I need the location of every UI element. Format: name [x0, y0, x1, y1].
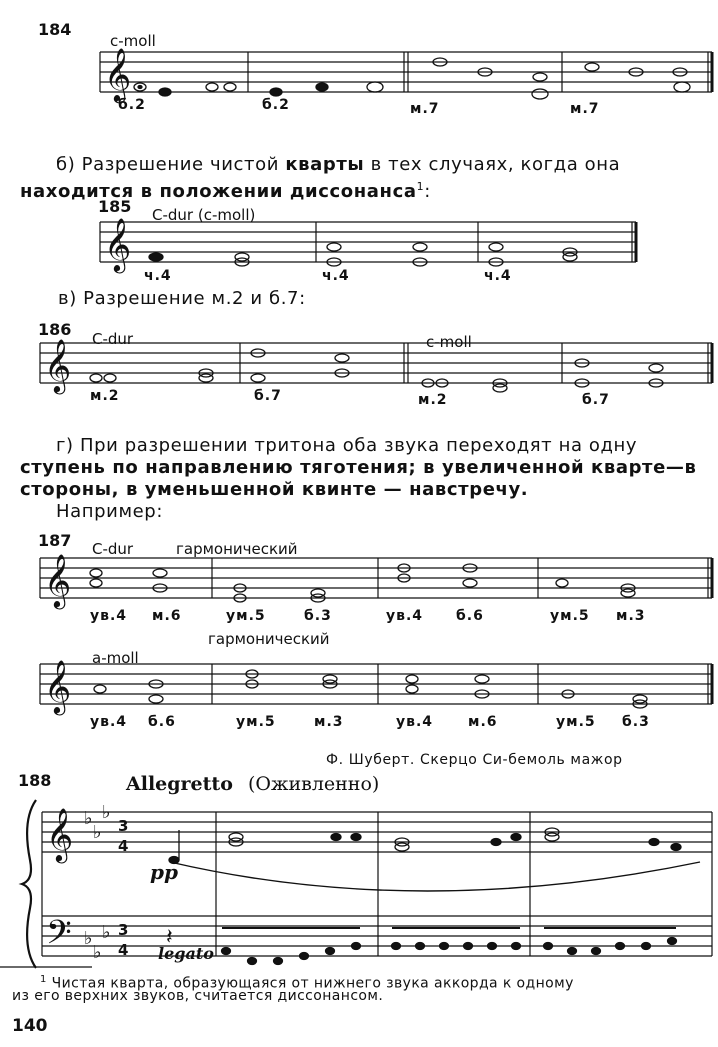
key-label-c-dur: C-dur	[92, 540, 134, 558]
interval-label: б.3	[304, 608, 332, 624]
interval-label: м.6	[152, 608, 182, 624]
key-label-a-moll: a-moll	[92, 649, 139, 667]
example-number-184: 184	[38, 20, 72, 39]
flat-icon: ♭	[102, 922, 111, 943]
section-b-text: б) Разрешение чистой кварты в тех случаях, когда она	[56, 154, 621, 175]
example-number-187: 187	[38, 531, 72, 550]
key-label-c-dur-c-moll: C-dur (c-moll)	[152, 206, 256, 224]
interval-label: ум.5	[236, 714, 276, 730]
staff-187a	[40, 558, 712, 598]
flat-icon: ♭	[93, 822, 102, 843]
time-sig-3-4: 3	[118, 817, 129, 835]
dynamic-marking: pp	[150, 860, 178, 884]
section-b-text-line2: находится в положении диссонанса$^1$:	[20, 180, 431, 202]
treble-clef-icon: 𝄞	[44, 338, 72, 392]
staff-187b	[40, 664, 712, 704]
interval-label: б.7	[254, 388, 282, 404]
interval-label: б.2	[262, 97, 290, 113]
interval-label: ув.4	[90, 608, 128, 624]
section-g-line1: г) При разрешении тритона оба звука переходят на одну	[56, 435, 638, 456]
interval-label: ум.5	[226, 608, 266, 624]
example-number-188: 188	[18, 771, 52, 790]
time-sig-3-4: 3	[118, 921, 129, 939]
interval-label: ум.5	[550, 608, 590, 624]
interval-label: ч.4	[484, 268, 512, 284]
interval-label: м.3	[616, 608, 646, 624]
page-number: 140	[12, 1016, 48, 1036]
treble-clef-icon: 𝄞	[46, 807, 74, 861]
interval-label: ув.4	[396, 714, 434, 730]
treble-clef-icon: 𝄞	[104, 47, 132, 101]
interval-label: ум.5	[556, 714, 596, 730]
section-v-text: в) Разрешение м.2 и б.7:	[58, 288, 306, 309]
interval-label: м.3	[314, 714, 344, 730]
footnote-line1: $^1$ Чистая кварта, образующаяся от нижнего звука аккорда к одному	[40, 974, 574, 992]
svg-text:4: 4	[118, 837, 129, 855]
staff-185	[100, 222, 636, 262]
interval-label: б.7	[582, 392, 610, 408]
interval-label: м.7	[410, 101, 440, 117]
key-label-c-dur: C-dur	[92, 330, 134, 348]
example-number-186: 186	[38, 320, 72, 339]
treble-clef-icon: 𝄞	[44, 659, 72, 713]
staff-186	[40, 343, 712, 383]
tempo-translation: (Оживленно)	[248, 773, 380, 795]
flat-icon: ♭	[84, 928, 93, 949]
interval-label: ч.4	[322, 268, 350, 284]
svg-text:4: 4	[118, 941, 129, 959]
interval-label: ув.4	[90, 714, 128, 730]
example-number-185: 185	[98, 197, 132, 216]
quarter-rest-icon: 𝄽	[166, 925, 173, 950]
barlines-188	[42, 812, 712, 956]
staff-188-treble	[42, 812, 712, 852]
bass-clef-icon: 𝄢	[46, 914, 72, 960]
flat-icon: ♭	[84, 808, 93, 829]
interval-label: м.7	[570, 101, 600, 117]
harmonic-label: гармонический	[176, 540, 298, 558]
interval-label: м.6	[468, 714, 498, 730]
treble-clef-icon: 𝄞	[44, 553, 72, 607]
section-g-line4: Например:	[56, 501, 164, 522]
interval-label: б.6	[148, 714, 176, 730]
section-g-line2: ступень по направлению тяготения; в увеличенной кварте—в	[20, 457, 697, 478]
interval-label: ув.4	[386, 608, 424, 624]
tempo-marking: Allegretto	[126, 773, 233, 795]
flat-icon: ♭	[102, 802, 111, 823]
harmonic-label: гармонический	[208, 630, 330, 648]
section-g-line3: стороны, в уменьшенной квинте — навстречу.	[20, 479, 529, 500]
key-label-c-moll: c-moll	[426, 333, 472, 351]
composer-credit: Ф. Шуберт. Скерцо Си-бемоль мажор	[326, 752, 623, 768]
interval-label: б.3	[622, 714, 650, 730]
staff-184	[100, 52, 712, 92]
legato-marking: legato	[158, 944, 214, 963]
footnote-line2: из его верхних звуков, считается диссонансом.	[12, 988, 384, 1004]
flat-icon: ♭	[93, 942, 102, 963]
treble-clef-icon: 𝄞	[104, 217, 132, 271]
interval-label: м.2	[90, 388, 120, 404]
interval-label: ч.4	[144, 268, 172, 284]
interval-label: б.2	[118, 97, 146, 113]
slur	[170, 862, 700, 891]
interval-label: м.2	[418, 392, 448, 408]
grand-staff-brace	[22, 800, 36, 968]
staff-188-bass	[42, 916, 712, 956]
interval-label: б.6	[456, 608, 484, 624]
key-label-c-moll: c-moll	[110, 32, 156, 50]
